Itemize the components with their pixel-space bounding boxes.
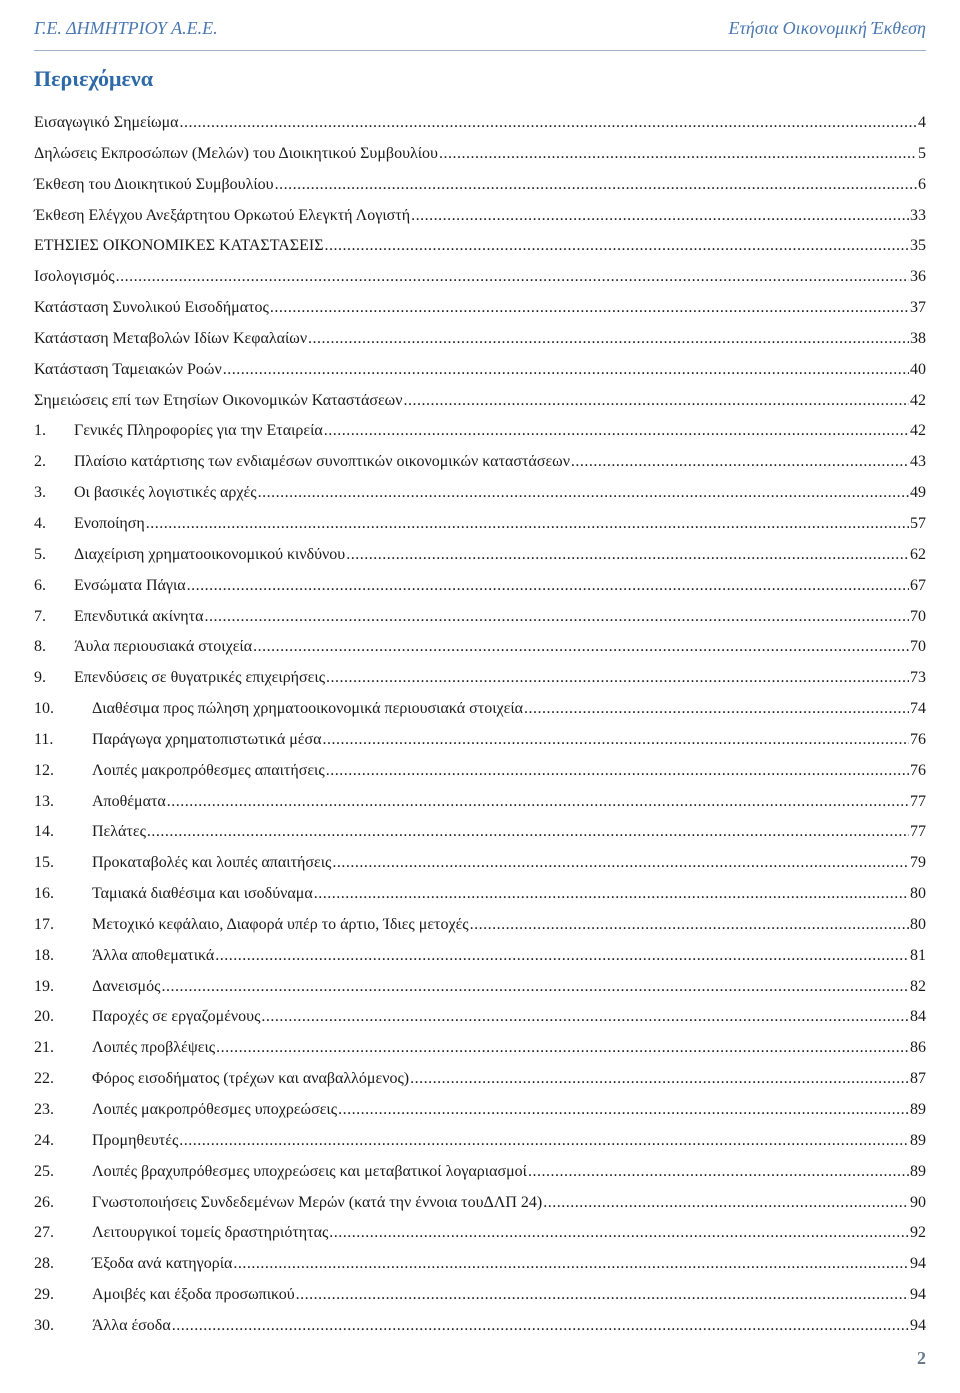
toc-entry-number: 29. [34, 1286, 54, 1304]
toc-entry-page: 89 [910, 1162, 926, 1180]
toc-entry-page: 81 [910, 946, 926, 964]
toc-entry-number: 21. [34, 1039, 54, 1057]
toc-dot-leader [346, 540, 909, 571]
toc-entry-page: 62 [910, 545, 926, 563]
toc-entry-page: 77 [910, 823, 926, 841]
toc-entry-number: 7. [34, 607, 46, 625]
toc-entry[interactable] [34, 139, 926, 170]
toc-entry-page: 92 [910, 1224, 926, 1242]
toc-entry-page: 38 [910, 329, 926, 347]
header-report-title: Ετήσια Οικονομική Έκθεση [728, 18, 926, 38]
toc-dot-leader [296, 1280, 909, 1311]
toc-entry-title: ΕΤΗΣΙΕΣ ΟΙΚΟΝΟΜΙΚΕΣ ΚΑΤΑΣΤΑΣΕΙΣ [34, 237, 324, 255]
toc-entry-title: Άυλα περιουσιακά στοιχεία [74, 638, 253, 656]
toc-entry-title: Επενδύσεις σε θυγατρικές επιχειρήσεις [74, 669, 326, 687]
toc-entry-title: Φόρος εισοδήματος (τρέχων και αναβαλλόμενος) [92, 1070, 410, 1088]
toc-entry-number: 2. [34, 453, 46, 471]
toc-entry-number: 22. [34, 1070, 54, 1088]
toc-entry-title: Προμηθευτές [92, 1131, 179, 1149]
toc-entry-title: Παράγωγα χρηματοπιστωτικά μέσα [92, 730, 322, 748]
toc-dot-leader [524, 694, 909, 725]
toc-entry[interactable] [34, 632, 926, 663]
toc-dot-leader [233, 1249, 909, 1280]
toc-dot-leader [258, 478, 909, 509]
toc-dot-leader [543, 1188, 909, 1219]
toc-entry-title: Δηλώσεις Εκπροσώπων (Μελών) του Διοικητικού Συμβουλίου [34, 144, 438, 162]
toc-entry-title: Λοιπές προβλέψεις [92, 1039, 216, 1057]
toc-dot-leader [146, 509, 909, 540]
toc-entry-page: 86 [910, 1039, 926, 1057]
toc-entry-title: Μετοχικό κεφάλαιο, Διαφορά υπέρ το άρτιο, Ίδιες μετοχές [92, 915, 469, 933]
toc-entry-number: 19. [34, 977, 54, 995]
page-number: 2 [917, 1348, 926, 1368]
toc-entry-number: 30. [34, 1316, 54, 1334]
toc-entry-title: Έκθεση του Διοικητικού Συμβουλίου [34, 175, 274, 193]
toc-entry-title: Έξοδα ανά κατηγορία [92, 1255, 233, 1273]
toc-entry[interactable] [34, 201, 926, 232]
toc-entry-page: 35 [910, 237, 926, 255]
toc-entry-page: 76 [910, 730, 926, 748]
toc-dot-leader [275, 170, 917, 201]
toc-entry-title: Αποθέματα [92, 792, 166, 810]
toc-entry[interactable] [34, 663, 926, 694]
toc-entry-title: Κατάσταση Συνολικού Εισοδήματος [34, 299, 269, 317]
toc-entry[interactable] [34, 1095, 926, 1126]
toc-entry-number: 25. [34, 1162, 54, 1180]
toc-dot-leader [172, 1311, 909, 1342]
toc-entry-number: 24. [34, 1131, 54, 1149]
toc-entry[interactable] [34, 447, 926, 478]
toc-entry-page: 94 [910, 1316, 926, 1334]
toc-dot-leader [323, 725, 909, 756]
toc-entry-title: Προκαταβολές και λοιπές απαιτήσεις [92, 854, 332, 872]
toc-entry-title: Οι βασικές λογιστικές αρχές [74, 484, 257, 502]
toc-entry-title: Επενδυτικά ακίνητα [74, 607, 204, 625]
toc-entry[interactable] [34, 879, 926, 910]
toc-entry-page: 80 [910, 885, 926, 903]
toc-entry-page: 40 [910, 360, 926, 378]
toc-entry-number: 1. [34, 422, 46, 440]
toc-entry-page: 89 [910, 1131, 926, 1149]
toc-dot-leader [261, 1002, 909, 1033]
toc-entry-page: 79 [910, 854, 926, 872]
toc-entry[interactable] [34, 817, 926, 848]
toc-dot-leader [571, 447, 909, 478]
toc-entry-title: Σημειώσεις επί των Ετησίων Οικονομικών Καταστάσεων [34, 391, 403, 409]
toc-entry-page: 42 [910, 422, 926, 440]
toc-entry[interactable] [34, 787, 926, 818]
toc-entry-title: Ταμιακά διαθέσιμα και ισοδύναμα [92, 885, 313, 903]
toc-entry-number: 27. [34, 1224, 54, 1242]
toc-entry-number: 17. [34, 915, 54, 933]
toc-entry-title: Ισολογισμός [34, 268, 115, 286]
toc-entry-page: 94 [910, 1255, 926, 1273]
page-header [34, 18, 926, 46]
toc-dot-leader [326, 756, 909, 787]
toc-entry-page: 33 [910, 206, 926, 224]
toc-entry-page: 70 [910, 638, 926, 656]
toc-entry-page: 6 [918, 175, 926, 193]
toc-entry-title: Γενικές Πληροφορίες για την Εταιρεία [74, 422, 323, 440]
toc-dot-leader [326, 663, 909, 694]
header-rule [34, 50, 926, 51]
toc-entry-title: Άλλα έσοδα [92, 1316, 171, 1334]
toc-entry-title: Δανεισμός [92, 977, 161, 995]
toc-entry[interactable] [34, 694, 926, 725]
toc-entry-number: 14. [34, 823, 54, 841]
toc-entry[interactable] [34, 1002, 926, 1033]
toc-entry[interactable] [34, 355, 926, 386]
toc-entry-page: 90 [910, 1193, 926, 1211]
toc-entry-title: Λοιπές βραχυπρόθεσμες υποχρεώσεις και μεταβατικοί λογαριασμοί [92, 1162, 527, 1180]
toc-dot-leader [179, 1126, 909, 1157]
toc-entry[interactable] [34, 1249, 926, 1280]
toc-entry-title: Ενοποίηση [74, 514, 145, 532]
toc-entry-page: 67 [910, 576, 926, 594]
toc-entry-title: Κατάσταση Μεταβολών Ιδίων Κεφαλαίων [34, 329, 308, 347]
toc-entry-number: 11. [34, 730, 54, 748]
toc-dot-leader [216, 1033, 909, 1064]
toc-entry[interactable] [34, 108, 926, 139]
toc-entry-page: 42 [910, 391, 926, 409]
toc-entry-page: 43 [910, 453, 926, 471]
toc-entry-page: 36 [910, 268, 926, 286]
toc-entry[interactable] [34, 1280, 926, 1311]
toc-entry-number: 28. [34, 1255, 54, 1273]
toc-entry[interactable] [34, 540, 926, 571]
toc-entry-title: Διαθέσιμα προς πώληση χρηματοοικονομικά περιουσιακά στοιχεία [92, 700, 524, 718]
toc-dot-leader [167, 787, 909, 818]
toc-entry-number: 13. [34, 792, 54, 810]
toc-dot-leader [338, 1095, 909, 1126]
toc-entry-number: 20. [34, 1008, 54, 1026]
toc-entry-title: Λειτουργικοί τομείς δραστηριότητας [92, 1224, 329, 1242]
toc-dot-leader [308, 324, 909, 355]
toc-entry[interactable] [34, 602, 926, 633]
toc-entry[interactable] [34, 1311, 926, 1342]
toc-entry-page: 76 [910, 761, 926, 779]
toc-dot-leader [439, 139, 917, 170]
toc-entry[interactable] [34, 910, 926, 941]
toc-entry-title: Αμοιβές και έξοδα προσωπικού [92, 1286, 295, 1304]
toc-entry-title: Πελάτες [92, 823, 146, 841]
toc-entry-title: Έκθεση Ελέγχου Ανεξάρτητου Ορκωτού Ελεγκτή Λογιστή [34, 206, 411, 224]
toc-entry-title: Γνωστοποιήσεις Συνδεδεμένων Μερών (κατά την έννοια τουΔΛΠ 24) [92, 1193, 543, 1211]
toc-dot-leader [325, 231, 909, 262]
toc-entry-number: 5. [34, 545, 46, 563]
toc-dot-leader [411, 201, 909, 232]
toc-entry-number: 10. [34, 700, 54, 718]
toc-entry-page: 74 [910, 700, 926, 718]
toc-dot-leader [410, 1064, 909, 1095]
toc-dot-leader [314, 879, 909, 910]
toc-entry-page: 5 [918, 144, 926, 162]
toc-dot-leader [332, 848, 909, 879]
toc-dot-leader [470, 910, 909, 941]
toc-dot-leader [215, 941, 909, 972]
toc-entry-number: 18. [34, 946, 54, 964]
toc-entry-number: 16. [34, 885, 54, 903]
toc-entry[interactable] [34, 725, 926, 756]
toc-entry-page: 82 [910, 977, 926, 995]
toc-entry[interactable] [34, 1188, 926, 1219]
toc-entry-page: 87 [910, 1070, 926, 1088]
toc-entry[interactable] [34, 848, 926, 879]
toc-dot-leader [329, 1218, 909, 1249]
toc-entry-title: Κατάσταση Ταμειακών Ροών [34, 360, 222, 378]
toc-entry-page: 49 [910, 484, 926, 502]
toc-entry-title: Πλαίσιο κατάρτισης των ενδιαμέσων συνοπτικών οικονομικών καταστάσεων [74, 453, 570, 471]
toc-entry-page: 89 [910, 1101, 926, 1118]
toc-entry[interactable] [34, 416, 926, 447]
toc-dot-leader [187, 571, 909, 602]
toc-dot-leader [253, 632, 909, 663]
toc-entry[interactable] [34, 972, 926, 1003]
toc-dot-leader [161, 972, 909, 1003]
toc-entry-title: Λοιπές μακροπρόθεσμες υποχρεώσεις [92, 1101, 338, 1118]
toc-entry-title: Άλλα αποθεματικά [92, 946, 215, 964]
toc-entry[interactable] [34, 262, 926, 293]
toc-entry[interactable] [34, 1033, 926, 1064]
toc-dot-leader [180, 108, 917, 139]
toc-entry-title: Λοιπές μακροπρόθεσμες απαιτήσεις [92, 761, 325, 779]
toc-entry[interactable] [34, 293, 926, 324]
toc-entry[interactable] [34, 756, 926, 787]
toc-entry-number: 12. [34, 761, 54, 779]
toc-entry[interactable] [34, 1064, 926, 1095]
toc-entry-number: 4. [34, 514, 46, 532]
toc-entry-title: Παροχές σε εργαζομένους [92, 1008, 261, 1026]
toc-dot-leader [270, 293, 909, 324]
toc-entry-number: 23. [34, 1101, 54, 1118]
toc-dot-leader [223, 355, 909, 386]
toc-dot-leader [324, 416, 909, 447]
toc-entry-page: 84 [910, 1008, 926, 1026]
toc-entry-title: Εισαγωγικό Σημείωμα [34, 114, 179, 131]
toc-entry-number: 3. [34, 484, 46, 502]
toc-entry[interactable] [34, 231, 926, 262]
toc-entry-page: 70 [910, 607, 926, 625]
toc-entry-number: 9. [34, 669, 46, 687]
table-of-contents [34, 108, 926, 1342]
toc-entry[interactable] [34, 941, 926, 972]
page-title: Περιεχόμενα [34, 66, 154, 91]
toc-entry-page: 94 [910, 1286, 926, 1304]
toc-entry-number: 8. [34, 638, 46, 656]
toc-entry-page: 73 [910, 669, 926, 687]
toc-entry-number: 26. [34, 1193, 54, 1211]
toc-dot-leader [116, 262, 909, 293]
toc-dot-leader [204, 602, 909, 633]
toc-dot-leader [147, 817, 909, 848]
toc-entry[interactable] [34, 324, 926, 355]
toc-entry-title: Διαχείριση χρηματοοικονομικού κινδύνου [74, 545, 346, 563]
toc-dot-leader [528, 1157, 909, 1188]
toc-entry[interactable] [34, 509, 926, 540]
toc-entry-page: 77 [910, 792, 926, 810]
toc-entry-page: 4 [918, 114, 926, 131]
toc-entry[interactable] [34, 1126, 926, 1157]
toc-entry-page: 80 [910, 915, 926, 933]
toc-entry-page: 37 [910, 299, 926, 317]
toc-entry[interactable] [34, 1157, 926, 1188]
header-company-name: Γ.Ε. ΔΗΜΗΤΡΙΟΥ Α.Ε.Ε. [34, 18, 218, 38]
toc-entry[interactable] [34, 571, 926, 602]
toc-entry-title: Ενσώματα Πάγια [74, 576, 186, 594]
toc-dot-leader [403, 386, 909, 417]
toc-entry[interactable] [34, 1218, 926, 1249]
toc-entry[interactable] [34, 478, 926, 509]
toc-entry-number: 6. [34, 576, 46, 594]
toc-entry-number: 15. [34, 854, 54, 872]
toc-entry[interactable] [34, 386, 926, 417]
toc-entry-page: 57 [910, 514, 926, 532]
toc-entry[interactable] [34, 170, 926, 201]
